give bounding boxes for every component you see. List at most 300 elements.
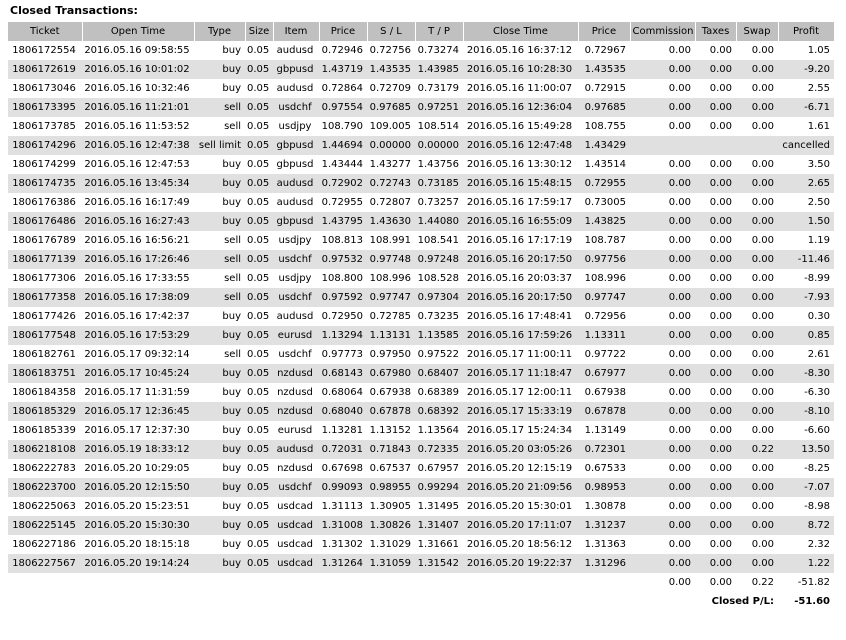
cell-size: 0.05: [245, 250, 273, 269]
cell-item: audusd: [276, 83, 314, 94]
cell-profit: -8.99: [804, 273, 830, 284]
column-header-take-profit: T / P: [415, 22, 463, 41]
cell-open-time: 2016.05.20 15:23:51: [84, 501, 190, 512]
cell-close-time: 2016.05.16 17:17:19: [466, 235, 573, 246]
cell-commission: 0.00: [668, 121, 691, 132]
cell-commission: 0.00: [668, 463, 691, 474]
cell-commission: 0.00: [630, 250, 695, 269]
cell-open-price: 0.72950: [321, 311, 363, 322]
cell-take-profit: 0.68407: [415, 364, 463, 383]
cell-commission: 0.00: [668, 501, 691, 512]
cell-take-profit: 0.97248: [415, 250, 463, 269]
cell-stop-loss: 0.67537: [369, 463, 411, 474]
cell-profit: 2.50: [807, 197, 830, 208]
table-header-row: [8, 22, 834, 41]
cell-open-price: 0.68143: [319, 364, 367, 383]
cell-size: 0.05: [245, 478, 273, 497]
cell-size: 0.05: [247, 311, 270, 322]
cell-ticket: 1806173046: [12, 83, 76, 94]
cell-swap: 0.00: [751, 425, 774, 436]
table-row: [8, 250, 834, 269]
section-title: Closed Transactions:: [10, 4, 138, 17]
cell-stop-loss: 1.43535: [367, 60, 415, 79]
cell-commission: 0.00: [668, 387, 691, 398]
cell-profit: -7.93: [778, 288, 834, 307]
cell-type: buy: [222, 539, 241, 550]
table-row: [8, 174, 834, 193]
cell-stop-loss: 0.97685: [367, 98, 415, 117]
cell-open-time: 2016.05.20 15:30:30: [82, 516, 194, 535]
cell-type: sell: [224, 349, 241, 360]
cell-taxes: 0.00: [709, 539, 732, 550]
cell-item: gbpusd: [273, 60, 319, 79]
cell-close-price: 108.755: [584, 121, 626, 132]
cell-size: 0.05: [245, 516, 273, 535]
cell-size: 0.05: [247, 45, 270, 56]
cell-taxes: 0.00: [695, 402, 736, 421]
table-row: [8, 497, 834, 516]
cell-stop-loss: 0.97747: [367, 288, 415, 307]
cell-take-profit: 0.97304: [415, 288, 463, 307]
cell-type: buy: [222, 501, 241, 512]
cell-open-price: 1.31008: [319, 516, 367, 535]
cell-item: nzdusd: [277, 387, 313, 398]
cell-stop-loss: 0.72756: [369, 45, 411, 56]
cell-close-time: 2016.05.16 16:55:09: [463, 212, 578, 231]
table-row: [8, 136, 834, 155]
cell-take-profit: 1.31542: [415, 554, 463, 573]
cell-type: buy: [222, 311, 241, 322]
cell-open-price: 108.813: [321, 235, 363, 246]
cell-profit: 0.85: [778, 326, 834, 345]
cell-open-time: 2016.05.16 12:47:38: [82, 136, 194, 155]
cell-taxes: 0.00: [695, 250, 736, 269]
cell-type: buy: [222, 425, 241, 436]
cell-swap: 0.00: [736, 516, 778, 535]
cell-taxes: 0.00: [695, 326, 736, 345]
cell-profit: 1.05: [807, 45, 830, 56]
cell-open-price: 0.97773: [321, 349, 363, 360]
table-row: [8, 364, 834, 383]
cell-taxes: 0.00: [709, 311, 732, 322]
cell-take-profit: 0.73179: [417, 83, 459, 94]
cell-close-price: 0.72956: [584, 311, 626, 322]
column-header-swap: Swap: [736, 22, 778, 41]
cell-open-time: 2016.05.20 12:15:50: [82, 478, 194, 497]
cell-item: audusd: [276, 311, 314, 322]
table-row: [8, 535, 834, 554]
cell-open-time: 2016.05.17 12:36:45: [82, 402, 194, 421]
cell-close-time: 2016.05.20 03:05:26: [463, 440, 578, 459]
cell-taxes: 0.00: [709, 501, 732, 512]
cell-item: usdchf: [273, 478, 319, 497]
cell-stop-loss: 0.67980: [367, 364, 415, 383]
cell-close-time: 2016.05.16 10:28:30: [463, 60, 578, 79]
cell-taxes: 0.00: [695, 478, 736, 497]
cell-taxes: 0.00: [695, 98, 736, 117]
cell-swap: 0.00: [751, 197, 774, 208]
table-row: [8, 554, 834, 573]
cell-close-time: 2016.05.16 20:17:50: [463, 288, 578, 307]
cell-type: sell: [194, 288, 245, 307]
cell-taxes: 0.00: [695, 174, 736, 193]
cell-stop-loss: 0.98955: [367, 478, 415, 497]
cell-taxes: 0.00: [709, 197, 732, 208]
cell-swap: 0.00: [736, 364, 778, 383]
cell-ticket: 1806177548: [8, 326, 82, 345]
cell-take-profit: 1.31495: [417, 501, 459, 512]
cell-profit: 3.50: [807, 159, 830, 170]
cell-close-time: 2016.05.20 15:30:01: [466, 501, 573, 512]
table-row: [8, 98, 834, 117]
closed-transactions-table: [8, 22, 835, 611]
cell-close-time: 2016.05.16 17:59:26: [463, 326, 578, 345]
cell-close-time: 2016.05.20 18:56:12: [466, 539, 573, 550]
cell-commission: 0.00: [630, 60, 695, 79]
cell-type: buy: [194, 174, 245, 193]
cell-type: sell: [194, 98, 245, 117]
cell-open-price: 0.68064: [321, 387, 363, 398]
table-row: [8, 516, 834, 535]
cell-profit: -8.30: [778, 364, 834, 383]
cell-open-time: 2016.05.16 12:47:53: [84, 159, 190, 170]
cell-taxes: 0.00: [695, 516, 736, 535]
cell-close-time: 2016.05.16 15:49:28: [466, 121, 573, 132]
cell-stop-loss: 1.30826: [367, 516, 415, 535]
cell-close-price: 0.72955: [578, 174, 630, 193]
cell-profit: -6.60: [804, 425, 830, 436]
cell-commission: 0.00: [630, 478, 695, 497]
cell-commission: 0.00: [630, 554, 695, 573]
cell-take-profit: 0.72335: [415, 440, 463, 459]
cell-close-price: 0.72967: [584, 45, 626, 56]
cell-size: 0.05: [247, 121, 270, 132]
cell-close-time: 2016.05.16 17:59:17: [466, 197, 573, 208]
cell-close-price: 1.31363: [584, 539, 626, 550]
cell-swap: 0.00: [736, 326, 778, 345]
cell-size: 0.05: [247, 463, 270, 474]
cell-commission: 0.00: [668, 311, 691, 322]
table-row: [8, 345, 834, 364]
cell-item: usdcad: [273, 554, 319, 573]
cell-type: buy: [194, 326, 245, 345]
cell-close-price: 0.97722: [584, 349, 626, 360]
cell-profit: 0.30: [807, 311, 830, 322]
cell-size: 0.05: [247, 83, 270, 94]
cell-take-profit: 0.73185: [415, 174, 463, 193]
cell-close-time: 2016.05.16 13:30:12: [466, 159, 573, 170]
cell-taxes: 0.00: [709, 425, 732, 436]
cell-close-price: 1.31237: [578, 516, 630, 535]
cell-size: 0.05: [247, 501, 270, 512]
cell-size: 0.05: [247, 425, 270, 436]
cell-swap: 0.00: [751, 311, 774, 322]
cell-size: 0.05: [245, 60, 273, 79]
cell-item: usdchf: [278, 349, 312, 360]
cell-swap: 0.00: [751, 539, 774, 550]
cell-close-price: 0.67878: [578, 402, 630, 421]
cell-close-time: 2016.05.17 15:33:19: [463, 402, 578, 421]
cell-open-time: 2016.05.17 09:32:14: [84, 349, 190, 360]
cell-commission: 0.00: [630, 364, 695, 383]
cell-stop-loss: 108.991: [369, 235, 411, 246]
cell-stop-loss: 1.30905: [369, 501, 411, 512]
cell-open-time: 2016.05.16 16:17:49: [84, 197, 190, 208]
cell-ticket: 1806174299: [12, 159, 76, 170]
cell-stop-loss: 0.72709: [369, 83, 411, 94]
cell-size: 0.05: [245, 136, 273, 155]
cell-type: buy: [194, 554, 245, 573]
cell-close-time: 2016.05.17 11:00:11: [466, 349, 573, 360]
cell-item: usdchf: [273, 288, 319, 307]
cell-open-price: 108.790: [321, 121, 363, 132]
cell-item: usdchf: [273, 98, 319, 117]
cell-size: 0.05: [245, 364, 273, 383]
cell-swap: 0.00: [751, 83, 774, 94]
cell-close-price: 0.97747: [578, 288, 630, 307]
total-commission: 0.00: [630, 573, 695, 592]
cell-open-price: 1.43444: [321, 159, 363, 170]
cell-commission: 0.00: [630, 440, 695, 459]
cell-taxes: 0.00: [709, 45, 732, 56]
cell-stop-loss: 1.43277: [369, 159, 411, 170]
cell-item: audusd: [273, 174, 319, 193]
cell-take-profit: 1.13585: [415, 326, 463, 345]
cell-close-price: 1.43514: [584, 159, 626, 170]
cell-swap: 0.00: [751, 121, 774, 132]
cell-close-price: 0.73005: [584, 197, 626, 208]
cell-swap: 0.00: [751, 501, 774, 512]
cell-ticket: 1806174735: [8, 174, 82, 193]
cell-take-profit: 1.31661: [417, 539, 459, 550]
table-row: [8, 269, 834, 288]
cell-close-price: 1.13149: [584, 425, 626, 436]
cell-swap: 0.00: [736, 212, 778, 231]
cell-item: gbpusd: [273, 212, 319, 231]
cell-take-profit: 108.514: [417, 121, 459, 132]
table-row: [8, 326, 834, 345]
cell-commission: 0.00: [630, 288, 695, 307]
cell-item: audusd: [276, 197, 314, 208]
column-header-open-time: Open Time: [82, 22, 194, 41]
column-header-close-time: Close Time: [463, 22, 578, 41]
cell-size: 0.05: [247, 235, 270, 246]
table-row: [8, 478, 834, 497]
cell-swap: 0.00: [751, 463, 774, 474]
cell-swap: 0.00: [736, 288, 778, 307]
cell-size: 0.05: [247, 539, 270, 550]
table-row: [8, 155, 834, 174]
cell-open-price: 1.44694: [319, 136, 367, 155]
cell-type: buy: [222, 159, 241, 170]
table-row: [8, 383, 834, 402]
cell-item: usdjpy: [278, 273, 312, 284]
column-header-profit: Profit: [778, 22, 834, 41]
cell-profit: 2.65: [778, 174, 834, 193]
cell-commission: 0.00: [630, 98, 695, 117]
cell-open-price: 1.31302: [321, 539, 363, 550]
cell-close-price: 108.996: [584, 273, 626, 284]
cell-stop-loss: 0.72743: [367, 174, 415, 193]
column-header-taxes: Taxes: [695, 22, 736, 41]
cell-close-price: 1.43825: [578, 212, 630, 231]
cell-size: 0.05: [245, 212, 273, 231]
cell-stop-loss: 108.996: [369, 273, 411, 284]
cell-swap: 0.00: [736, 98, 778, 117]
cell-stop-loss: 1.31059: [367, 554, 415, 573]
total-swap: 0.22: [736, 573, 778, 592]
cell-close-time: 2016.05.20 12:15:19: [466, 463, 573, 474]
cell-type: buy: [194, 60, 245, 79]
cell-commission: 0.00: [668, 539, 691, 550]
cell-ticket: 1806185329: [8, 402, 82, 421]
cell-close-price: 0.67533: [584, 463, 626, 474]
cell-open-price: 0.97554: [319, 98, 367, 117]
cell-type: buy: [194, 440, 245, 459]
cell-item: audusd: [273, 440, 319, 459]
cell-size: 0.05: [247, 349, 270, 360]
table-row: [8, 288, 834, 307]
column-header-size: Size: [245, 22, 273, 41]
cell-open-price: 1.31264: [319, 554, 367, 573]
cell-ticket: 1806185339: [12, 425, 76, 436]
cell-open-time: 2016.05.16 10:32:46: [84, 83, 190, 94]
cell-close-price: 0.98953: [578, 478, 630, 497]
cell-commission: 0.00: [630, 326, 695, 345]
cell-size: 0.05: [245, 326, 273, 345]
cell-take-profit: 0.73235: [417, 311, 459, 322]
cell-profit: -6.30: [804, 387, 830, 398]
cell-take-profit: 1.31407: [415, 516, 463, 535]
cell-ticket: 1806173785: [12, 121, 76, 132]
cell-stop-loss: 1.13131: [367, 326, 415, 345]
cell-size: 0.05: [245, 288, 273, 307]
cell-open-price: 0.72946: [321, 45, 363, 56]
cell-open-price: 0.72902: [319, 174, 367, 193]
cell-ticket: 1806176486: [8, 212, 82, 231]
cell-type: buy: [222, 387, 241, 398]
cell-take-profit: 0.00000: [415, 136, 463, 155]
closed-pl-row: [8, 592, 834, 611]
cell-close-time: 2016.05.17 11:18:47: [463, 364, 578, 383]
cell-stop-loss: 0.97950: [369, 349, 411, 360]
cell-type: sell: [224, 235, 241, 246]
cell-close-price: 0.97685: [578, 98, 630, 117]
cell-take-profit: 0.67957: [417, 463, 459, 474]
table-row: [8, 79, 834, 98]
cell-type: buy: [222, 83, 241, 94]
cell-taxes: 0.00: [695, 554, 736, 573]
cell-stop-loss: 0.00000: [367, 136, 415, 155]
cell-profit: 1.50: [778, 212, 834, 231]
cell-commission: 0.00: [668, 273, 691, 284]
cell-commission: 0.00: [630, 402, 695, 421]
cell-size: 0.05: [245, 98, 273, 117]
cell-open-time: 2016.05.16 17:26:46: [82, 250, 194, 269]
cell-close-time: 2016.05.16 20:03:37: [466, 273, 573, 284]
cell-close-time: 2016.05.16 15:48:15: [463, 174, 578, 193]
cell-open-price: 0.97592: [319, 288, 367, 307]
cell-close-time: 2016.05.20 19:22:37: [463, 554, 578, 573]
cell-close-price: 1.43429: [578, 136, 630, 155]
totals-row: [8, 573, 834, 592]
cell-profit: -8.10: [778, 402, 834, 421]
cell-swap: 0.00: [736, 402, 778, 421]
cell-size: 0.05: [247, 159, 270, 170]
cell-stop-loss: 0.72785: [369, 311, 411, 322]
cell-swap: 0.00: [736, 478, 778, 497]
cell-ticket: 1806225145: [8, 516, 82, 535]
cell-swap: 0.22: [736, 440, 778, 459]
cell-ticket: 1806172554: [12, 45, 76, 56]
cell-taxes: 0.00: [709, 273, 732, 284]
cell-size: 0.05: [245, 440, 273, 459]
cell-close-time: 2016.05.20 21:09:56: [463, 478, 578, 497]
cell-swap: 0.00: [751, 235, 774, 246]
cell-close-price: 0.67938: [584, 387, 626, 398]
cell-open-time: 2016.05.16 17:33:55: [84, 273, 190, 284]
column-header-type: Type: [194, 22, 245, 41]
cell-size: 0.05: [247, 273, 270, 284]
cell-open-time: 2016.05.17 11:31:59: [84, 387, 190, 398]
cell-item: gbpusd: [276, 159, 314, 170]
cell-close-time: 2016.05.20 17:11:07: [463, 516, 578, 535]
cell-stop-loss: 0.72807: [369, 197, 411, 208]
cell-type: sell: [194, 250, 245, 269]
cell-ticket: 1806227186: [12, 539, 76, 550]
cell-open-price: 0.97532: [319, 250, 367, 269]
cell-stop-loss: 0.97748: [367, 250, 415, 269]
cell-taxes: 0.00: [695, 212, 736, 231]
cell-size: 0.05: [247, 197, 270, 208]
cell-ticket: 1806177306: [12, 273, 76, 284]
cell-item: usdcad: [273, 516, 319, 535]
cell-ticket: 1806176386: [12, 197, 76, 208]
cell-open-price: 1.13294: [319, 326, 367, 345]
cell-commission: 0.00: [668, 235, 691, 246]
cell-item: nzdusd: [273, 402, 319, 421]
cell-open-time: 2016.05.16 17:38:09: [82, 288, 194, 307]
cell-open-price: 1.43719: [319, 60, 367, 79]
cell-taxes: 0.00: [695, 364, 736, 383]
cell-taxes: 0.00: [709, 463, 732, 474]
cell-taxes: 0.00: [709, 349, 732, 360]
cell-profit: 2.55: [807, 83, 830, 94]
cell-item: audusd: [276, 45, 314, 56]
cell-swap: 0.00: [736, 60, 778, 79]
cell-open-time: 2016.05.20 19:14:24: [82, 554, 194, 573]
cell-ticket: 1806177139: [8, 250, 82, 269]
cell-stop-loss: 0.67878: [367, 402, 415, 421]
cell-type: sell: [224, 121, 241, 132]
cell-size: 0.05: [245, 174, 273, 193]
cell-commission: 0.00: [668, 45, 691, 56]
column-header-item: Item: [273, 22, 319, 41]
cell-open-time: 2016.05.16 13:45:34: [82, 174, 194, 193]
cell-open-price: 0.67698: [321, 463, 363, 474]
cell-type: buy: [194, 516, 245, 535]
cell-type: buy: [194, 478, 245, 497]
cell-take-profit: 1.43756: [417, 159, 459, 170]
cell-item: usdjpy: [278, 121, 312, 132]
cell-item: eurusd: [277, 425, 313, 436]
cell-open-time: 2016.05.17 10:45:24: [82, 364, 194, 383]
cell-commission: 0.00: [668, 83, 691, 94]
cell-swap: 0.00: [736, 174, 778, 193]
cell-open-time: 2016.05.16 10:01:02: [82, 60, 194, 79]
cell-profit: -8.98: [804, 501, 830, 512]
cell-swap: 0.00: [736, 554, 778, 573]
